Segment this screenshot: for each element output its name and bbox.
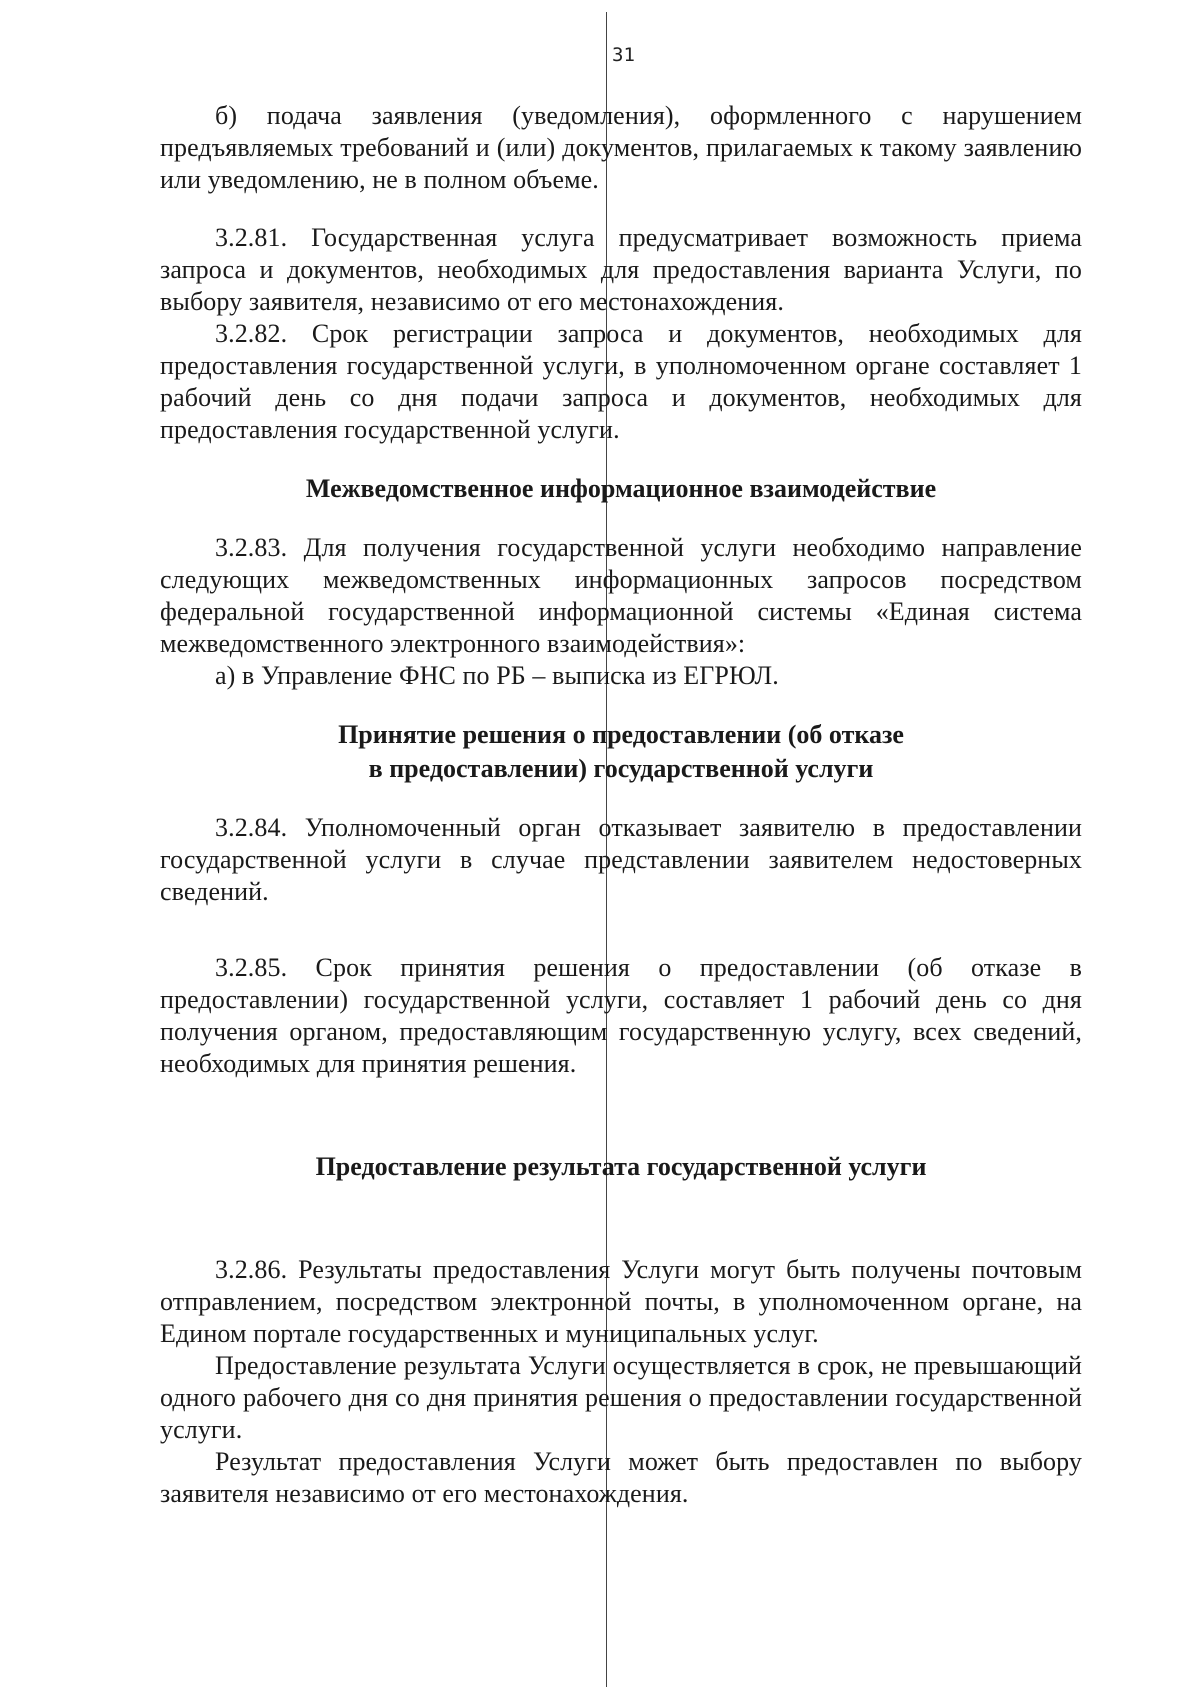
section-heading-decision-line1: Принятие решения о предоставлении (об отказе xyxy=(338,720,904,749)
paragraph-b: б) подача заявления (уведомления), оформленного с нарушением предъявляемых требований и (или) документов, прилагаемых к такому заявлению или уведомлению, не в полном объеме. xyxy=(160,101,1082,194)
paragraph-3-2-82: 3.2.82. Срок регистрации запроса и документов, необходимых для предоставления государственной услуги, в уполномоченном органе составляет 1 рабочий день со дня подачи запроса и документов, необходимых для предоставления государственной услуги. xyxy=(160,319,1082,444)
section-heading-decision xyxy=(160,718,1082,786)
paragraph-3-2-83: 3.2.83. Для получения государственной услуги необходимо направление следующих межведомственных информационных запросов посредством федеральной государственной информационной системы «Единая система межведомственного электронного взаимодействия»: xyxy=(160,533,1082,658)
paragraph-3-2-84: 3.2.84. Уполномоченный орган отказывает заявителю в предоставлении государственной услуги в случае представлении заявителем недостоверных сведений. xyxy=(160,813,1082,906)
page-number: 31 xyxy=(612,44,635,66)
document-body xyxy=(160,100,1082,1510)
paragraph-result-term: Предоставление результата Услуги осуществляется в срок, не превышающий одного рабочего дня со дня принятия решения о предоставлении государственной услуги. xyxy=(160,1351,1082,1444)
section-heading-result: Предоставление результата государственной услуги xyxy=(315,1152,927,1181)
paragraph-result-location: Результат предоставления Услуги может быть предоставлен по выбору заявителя независимо от его местонахождения. xyxy=(160,1447,1082,1508)
paragraph-3-2-86: 3.2.86. Результаты предоставления Услуги могут быть получены почтовым отправлением, посредством электронной почты, в уполномоченном органе, на Едином портале государственных и муниципальных услуг. xyxy=(160,1255,1082,1348)
paragraph-a: а) в Управление ФНС по РБ – выписка из ЕГРЮЛ. xyxy=(215,661,779,690)
paragraph-3-2-81: 3.2.81. Государственная услуга предусматривает возможность приема запроса и документов, необходимых для предоставления варианта Услуги, по выбору заявителя, независимо от его местонахождения. xyxy=(160,223,1082,316)
section-heading-interagency: Межведомственное информационное взаимодействие xyxy=(305,474,937,503)
paragraph-3-2-85: 3.2.85. Срок принятия решения о предоставлении (об отказе в предоставлении) государственной услуги, составляет 1 рабочий день со дня получения органом, предоставляющим государственную услугу, всех сведений, необходимых для принятия решения. xyxy=(160,953,1082,1078)
section-heading-decision-line2: в предоставлении) государственной услуги xyxy=(368,754,874,783)
